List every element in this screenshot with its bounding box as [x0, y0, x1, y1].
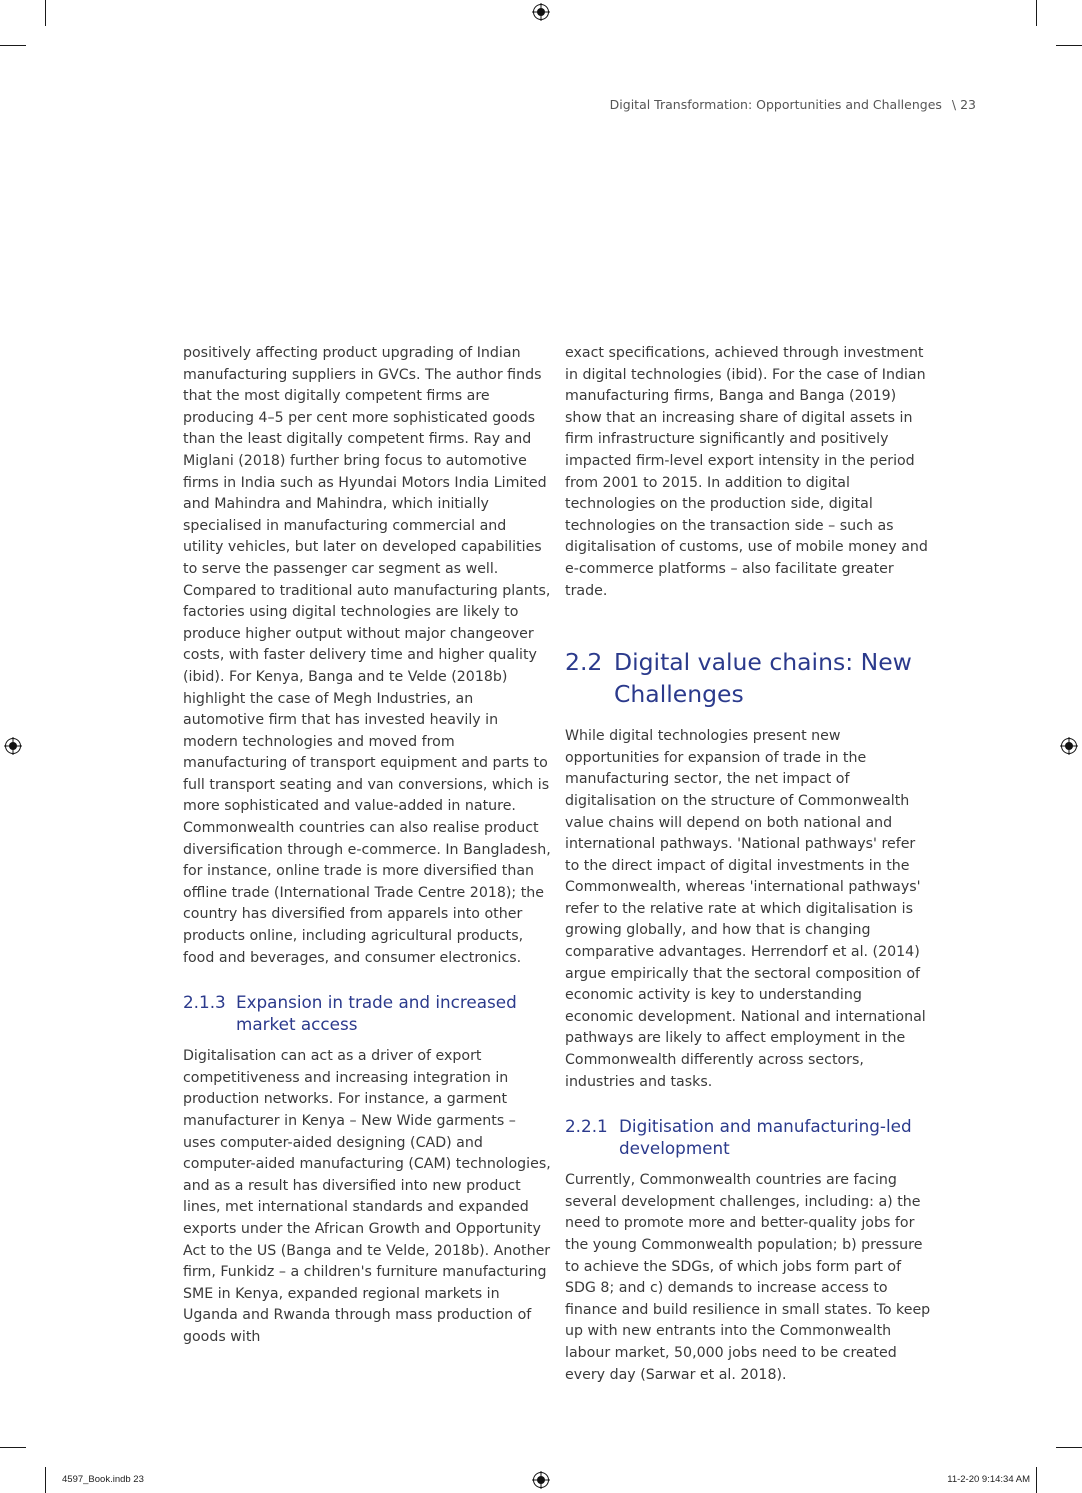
section-title: Expansion in trade and increased market access: [236, 992, 517, 1035]
left-column: [183, 343, 551, 1349]
crop-mark: [0, 1447, 26, 1448]
body-paragraph: Digitalisation can act as a driver of export competitiveness and increasing integration in production networks. For instance, a garment manufacturer in Kenya – New Wide garments – uses computer-aided designing (CAD) and computer-aided manufacturing (CAM) technologies, and as a result has diversified into new product lines, met international standards and expanded exports under the African Growth and Opportunity Act to the US (Banga and te Velde, 2018b). Another firm, Funkidz – a children's furniture manufacturing SME in Kenya, expanded regional markets in Uganda and Rwanda through mass production of goods with: [183, 1048, 551, 1345]
print-slug-timestamp: 11-2-20 9:14:34 AM: [947, 1474, 1030, 1485]
crop-mark: [1056, 1447, 1082, 1448]
header-separator: \: [951, 97, 957, 112]
running-header: [610, 97, 976, 112]
right-column: [565, 343, 933, 1386]
print-slug-file: 4597_Book.indb 23: [62, 1474, 144, 1485]
section-title: Digital value chains: New Challenges: [614, 648, 912, 709]
crop-mark: [45, 0, 46, 26]
registration-mark-icon: [4, 737, 22, 755]
section-heading-2-2: [565, 646, 933, 710]
section-number: 2.2: [565, 648, 603, 677]
section-number: 2.1.3: [183, 992, 226, 1013]
body-paragraph: While digital technologies present new opportunities for expansion of trade in the manufacturing sector, the net impact of digitalisation on the structure of Commonwealth value chains will depend on both national and international pathways. 'National pathways' refer to the direct impact of digital investments in the Commonwealth, whereas 'international pathways' refer to the relative rate at which digitalisation is growing globally, and how that is changing comparative advantages. Herrendorf et al. (2014) argue empirically that the sectoral composition of economic activity is key to understanding economic development. National and international pathways are likely to affect employment in the Commonwealth differently across sectors, industries and tasks.: [565, 728, 926, 1090]
crop-mark: [45, 1467, 46, 1493]
crop-mark: [0, 45, 26, 46]
body-paragraph: exact specifications, achieved through investment in digital technologies (ibid). For the case of Indian manufacturing firms, Banga and Banga (2019) show that an increasing share of digital assets in firm infrastructure significantly and positively impacted firm-level export intensity in the period from 2001 to 2015. In addition to digital technologies on the production side, digital technologies on the transaction side – such as digitalisation of customs, use of mobile money and e-commerce platforms – also facilitate greater trade.: [565, 345, 928, 599]
crop-mark: [1036, 1467, 1037, 1493]
section-heading-2-2-1: [565, 1115, 933, 1159]
body-paragraph: positively affecting product upgrading of Indian manufacturing suppliers in GVCs. The author finds that the most digitally competent firms are producing 4–5 per cent more sophisticated goods than the least digitally competent firms. Ray and Miglani (2018) further bring focus to automotive firms in India such as Hyundai Motors India Limited and Mahindra and Mahindra, which initially specialised in manufacturing commercial and utility vehicles, but later on developed capabilities to serve the passenger car segment as well. Compared to traditional auto manufacturing plants, factories using digital technologies are likely to produce higher output without major changeover costs, with faster delivery time and higher quality (ibid). For Kenya, Banga and te Velde (2018b) highlight the case of Megh Industries, an automotive firm that has invested heavily in modern technologies and moved from manufacturing of transport equipment and parts to full transport seating and van conversions, which is more sophisticated and value-added in nature. Commonwealth countries can also realise product diversification through e-commerce. In Bangladesh, for instance, online trade is more diversified than offline trade (International Trade Centre 2018); the country has diversified from apparels into other products online, including agricultural products, food and beverages, and consumer electronics.: [183, 345, 551, 966]
running-title: Digital Transformation: Opportunities and Challenges: [609, 97, 942, 112]
section-number: 2.2.1: [565, 1116, 608, 1137]
section-heading-2-1-3: [183, 991, 551, 1035]
section-title: Digitisation and manufacturing-led development: [619, 1116, 912, 1159]
registration-mark-icon: [1060, 737, 1078, 755]
crop-mark: [1056, 45, 1082, 46]
crop-mark: [1036, 0, 1037, 26]
registration-mark-icon: [532, 1471, 550, 1489]
registration-mark-icon: [532, 3, 550, 21]
page-number: 23: [960, 97, 976, 112]
body-paragraph: Currently, Commonwealth countries are facing several development challenges, including: a) the need to promote more and better-quality jobs for the young Commonwealth population; b) pressure to achieve the SDGs, of which jobs form part of SDG 8; and c) demands to increase access to finance and build resilience in small states. To keep up with new entrants into the Commonwealth labour market, 50,000 jobs need to be created every day (Sarwar et al. 2018).: [565, 1172, 931, 1383]
